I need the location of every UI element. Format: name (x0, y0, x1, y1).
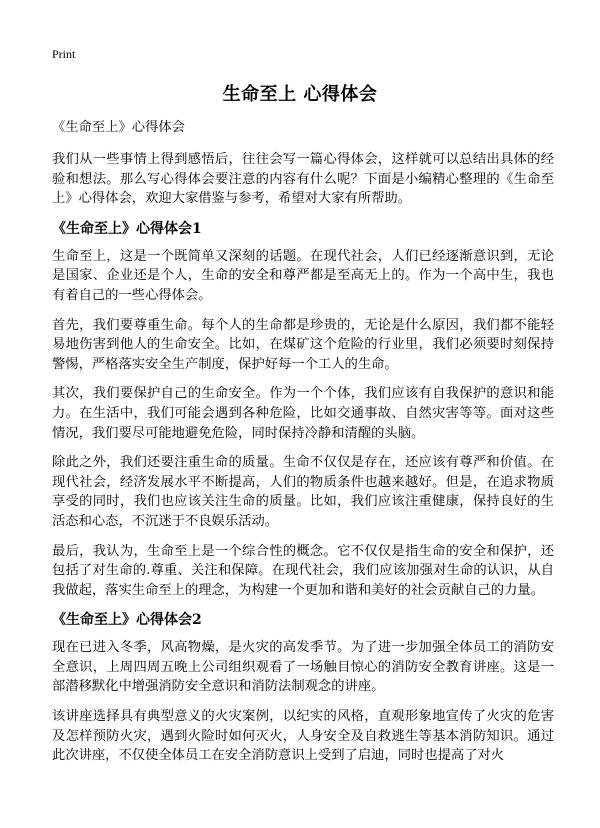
section-2-heading: 《生命至上》心得体会2 (52, 612, 202, 629)
section-2-paragraph: 该讲座选择具有典型意义的火灾案例，以纪实的风格，直观形象地宣传了火灾的危害及怎样预防火灾，遇到火险时如何灭火，人身安全及自救逃生等基本消防知识。通过此次讲座，不仅使全体员工在安全消防意识上受到了启迪，同时也提高了对火 (52, 709, 554, 764)
document-body (52, 118, 554, 776)
section-1-paragraph: 除此之外，我们还要注重生命的质量。生命不仅仅是存在，还应该有尊严和价值。在现代社会，经济发展水平不断提高，人们的物质条件也越来越好。但是，在追求物质享受的同时，我们也应该关注生命的质量。比如，我们应该注重健康，保持良好的生活态和心态，不沉迷于不良娱乐活动。 (52, 455, 554, 529)
intro-paragraph: 我们从一些事情上得到感悟后，往往会写一篇心得体会，这样就可以总结出具体的经验和想法。那么写心得体会要注意的内容有什么呢？下面是小编精心整理的《生命至上》心得体会，欢迎大家借鉴与参考，希望对大家有所帮助。 (52, 152, 554, 207)
section-1-heading: 《生命至上》心得体会1 (52, 220, 202, 237)
section-1-paragraph: 其次，我们要保护自己的生命安全。作为一个个体，我们应该有自我保护的意识和能力。在生活中，我们可能会遇到各种危险，比如交通事故、自然灾害等等。面对这些情况，我们要尽可能地避免危险，同时保持冷静和清醒的头脑。 (52, 386, 554, 441)
print-link[interactable]: Print (52, 47, 76, 61)
section-2-paragraph: 现在已进入冬季，风高物燥，是火灾的高发季节。为了进一步加强全体员工的消防安全意识，上周四周五晚上公司组织观看了一场触目惊心的消防安全教育讲座。这是一部潜移默化中增强消防安全意识和消防法制观念的讲座。 (52, 640, 554, 695)
section-1-paragraph: 最后，我认为，生命至上是一个综合性的概念。它不仅仅是指生命的安全和保护，还包括了对生命的.尊重、关注和保障。在现代社会，我们应该加强对生命的认识，从自我做起，落实生命至上的理念，为构建一个更加和谐和美好的社会贡献自己的力量。 (52, 543, 554, 598)
section-1-paragraph: 首先，我们要尊重生命。每个人的生命都是珍贵的，无论是什么原因，我们都不能轻易地伤害到他人的生命安全。比如，在煤矿这个危险的行业里，我们必须要时刻保持警惕，严格落实安全生产制度，保护好每一个工人的生命。 (52, 317, 554, 372)
section-1-paragraph: 生命至上，这是一个既简单又深刻的话题。在现代社会，人们已经逐渐意识到，无论是国家、企业还是个人，生命的安全和尊严都是至高无上的。作为一个高中生，我也有着自己的一些心得体会。 (52, 248, 554, 303)
page-title: 生命至上 心得体会 (222, 84, 378, 105)
document-subtitle: 《生命至上》心得体会 (52, 120, 185, 135)
